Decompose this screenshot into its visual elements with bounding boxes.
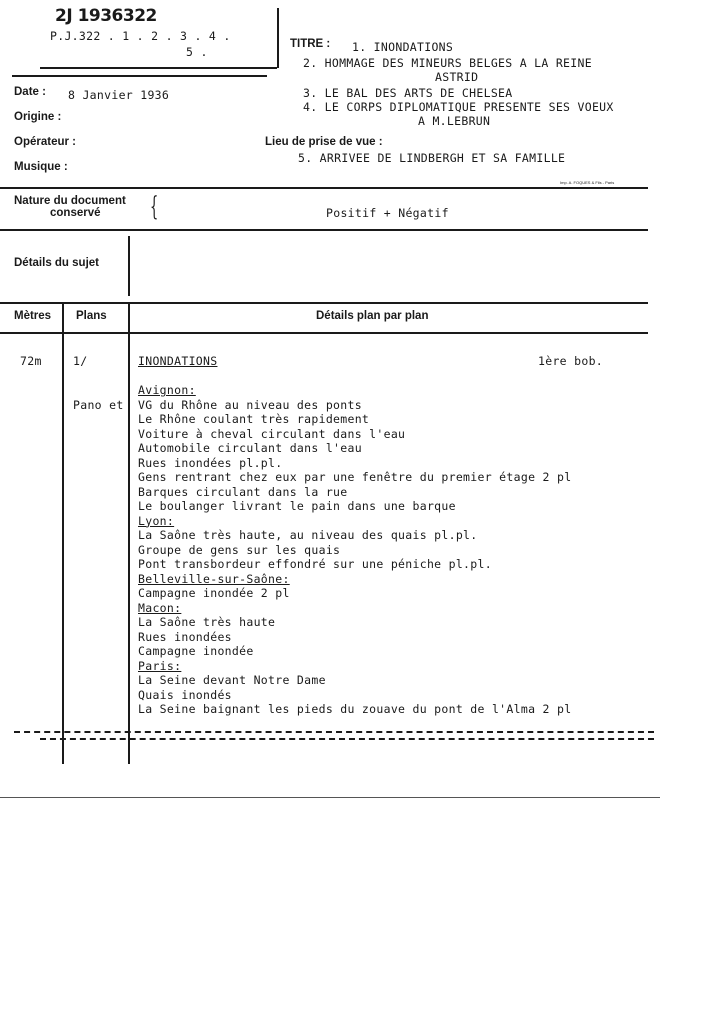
printer-credit: Imp. A. FOQUES & Fils - Paris bbox=[560, 180, 615, 185]
reference-box-bottom bbox=[40, 67, 277, 69]
plan-line: Le boulanger livrant le pain dans une barque bbox=[138, 499, 456, 513]
plan-line: Campagne inondée bbox=[138, 644, 254, 658]
plan-line: Rues inondées bbox=[138, 629, 232, 644]
plan-line: Groupe de gens sur les quais bbox=[138, 542, 341, 557]
plan-line: Rues inondées pl.pl. bbox=[138, 455, 283, 470]
date-value: 8 Janvier 1936 bbox=[68, 88, 170, 102]
details-top-rule bbox=[0, 229, 648, 231]
nature-brace: { bbox=[150, 192, 159, 222]
titre-line-6: A M.LEBRUN bbox=[418, 114, 491, 128]
date-label: Date : bbox=[14, 86, 46, 98]
titre-line-3: ASTRID bbox=[435, 70, 479, 84]
col-metres-header: Mètres bbox=[14, 310, 52, 322]
location-heading: Macon: bbox=[138, 600, 182, 615]
typed-reference: P.J.322 . 1 . 2 . 3 . 4 . bbox=[50, 29, 231, 43]
bottom-faint-rule bbox=[0, 797, 660, 798]
location-heading: Avignon: bbox=[138, 383, 196, 397]
header-rule bbox=[12, 75, 267, 77]
nature-value: Positif + Négatif bbox=[326, 206, 449, 220]
dashed-rule-1 bbox=[14, 731, 654, 733]
plans-value-1: 1/ bbox=[73, 354, 88, 368]
reference-box-right bbox=[277, 8, 279, 68]
titre-line-4: 3. LE BAL DES ARTS DE CHELSEA bbox=[303, 86, 513, 100]
table-col-divider-2 bbox=[128, 302, 130, 764]
plan-line: La Seine devant Notre Dame bbox=[138, 673, 326, 687]
table-top-rule bbox=[0, 302, 648, 304]
plan-line: Automobile circulant dans l'eau bbox=[138, 441, 362, 455]
col-details-header: Détails plan par plan bbox=[316, 310, 429, 322]
plan-line: Voiture à cheval circulant dans l'eau bbox=[138, 426, 406, 441]
details-sujet-divider bbox=[128, 236, 130, 296]
nature-label-line1: Nature du document bbox=[14, 195, 126, 207]
plan-line: Pont transbordeur effondré sur une péniche pl.pl. bbox=[138, 557, 492, 571]
titre-line-5: 4. LE CORPS DIPLOMATIQUE PRESENTE SES VOEUX bbox=[303, 100, 614, 114]
origine-label: Origine : bbox=[14, 111, 62, 123]
plan-line: VG du Rhône au niveau des ponts bbox=[138, 397, 362, 412]
plan-line: Barques circulant dans la rue bbox=[138, 484, 348, 499]
musique-label: Musique : bbox=[14, 161, 68, 173]
titre-label: TITRE : bbox=[290, 38, 331, 50]
metres-value: 72m bbox=[20, 354, 42, 368]
plan-line: Le Rhône coulant très rapidement bbox=[138, 412, 370, 426]
plan-line: Gens rentrant chez eux par une fenêtre du premier étage 2 pl bbox=[138, 470, 572, 484]
plan-line: Campagne inondée 2 pl bbox=[138, 586, 290, 600]
lieu-label: Lieu de prise de vue : bbox=[265, 136, 383, 148]
plan-line: La Seine baignant les pieds du zouave du pont de l'Alma 2 pl bbox=[138, 702, 572, 716]
titre-line-2: 2. HOMMAGE DES MINEURS BELGES A LA REINE bbox=[303, 56, 592, 70]
nature-top-rule bbox=[0, 187, 648, 189]
handwritten-reference: 2J 1936322 bbox=[55, 6, 157, 26]
bobine-label: 1ère bob. bbox=[538, 354, 604, 368]
plan-line: Quais inondés bbox=[138, 687, 232, 702]
titre-line-1: 1. INONDATIONS bbox=[352, 40, 454, 54]
table-col-divider-1 bbox=[62, 302, 64, 764]
details-sujet-label: Détails du sujet bbox=[14, 257, 99, 269]
location-heading: Lyon: bbox=[138, 513, 175, 528]
location-heading: Paris: bbox=[138, 658, 182, 673]
dashed-rule-2 bbox=[40, 738, 654, 740]
section-heading: INONDATIONS bbox=[138, 354, 218, 368]
plan-line: La Saône très haute, au niveau des quais pl.pl. bbox=[138, 528, 478, 542]
plan-line: La Saône très haute bbox=[138, 615, 276, 629]
table-header-rule bbox=[0, 332, 648, 334]
operateur-label: Opérateur : bbox=[14, 136, 76, 148]
plans-value-2: Pano et bbox=[73, 398, 124, 412]
location-heading: Belleville-sur-Saône: bbox=[138, 571, 290, 586]
col-plans-header: Plans bbox=[76, 310, 107, 322]
typed-reference-line2: 5 . bbox=[186, 45, 208, 59]
nature-label-line2: conservé bbox=[50, 207, 101, 219]
lieu-value: 5. ARRIVEE DE LINDBERGH ET SA FAMILLE bbox=[298, 151, 566, 165]
